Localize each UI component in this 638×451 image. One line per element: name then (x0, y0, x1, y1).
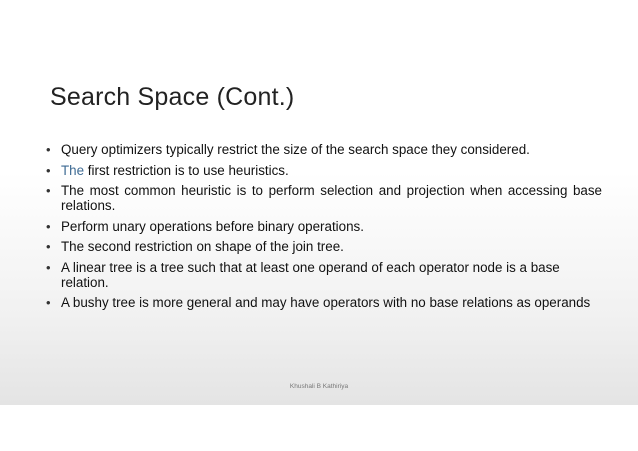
accent-word: The (61, 162, 85, 178)
bullet-item-2 (46, 163, 602, 178)
bullet-dot-icon: • (46, 295, 51, 310)
bullet-dot-icon: • (46, 142, 51, 157)
bullet-item-3 (46, 183, 602, 213)
bullet-text: Query optimizers typically restrict the size of the search space they considered. (61, 142, 530, 157)
bullet-item-1 (46, 142, 602, 157)
bullet-dot-icon: • (46, 183, 51, 198)
bullet-dot-icon: • (46, 259, 51, 275)
bullet-item-4 (46, 219, 602, 234)
slide-footer: Khushali B Kathiriya (289, 383, 349, 390)
bullet-item-6 (46, 260, 602, 290)
bullet-dot-icon: • (46, 162, 51, 178)
slide-title: Search Space (Cont.) (50, 83, 295, 111)
bullet-dot-icon: • (46, 239, 51, 254)
bullet-dot-icon: • (46, 218, 51, 234)
bullet-list (46, 142, 602, 316)
bullet-text: Perform unary operations before binary operations. (61, 218, 364, 234)
bullet-text-container (61, 163, 602, 178)
bullet-text: The second restriction on shape of the join tree. (61, 239, 344, 254)
bullet-text: A bushy tree is more general and may have operators with no base relations as operands (61, 295, 591, 310)
bullet-text: A linear tree is a tree such that at least one operand of each operator node is a base relation. (61, 259, 560, 290)
bullet-text: The most common heuristic is to perform selection and projection when accessing base relations. (61, 183, 602, 213)
bullet-item-7 (46, 295, 602, 310)
bullet-item-5 (46, 239, 602, 254)
bullet-text: first restriction is to use heuristics. (84, 162, 289, 178)
